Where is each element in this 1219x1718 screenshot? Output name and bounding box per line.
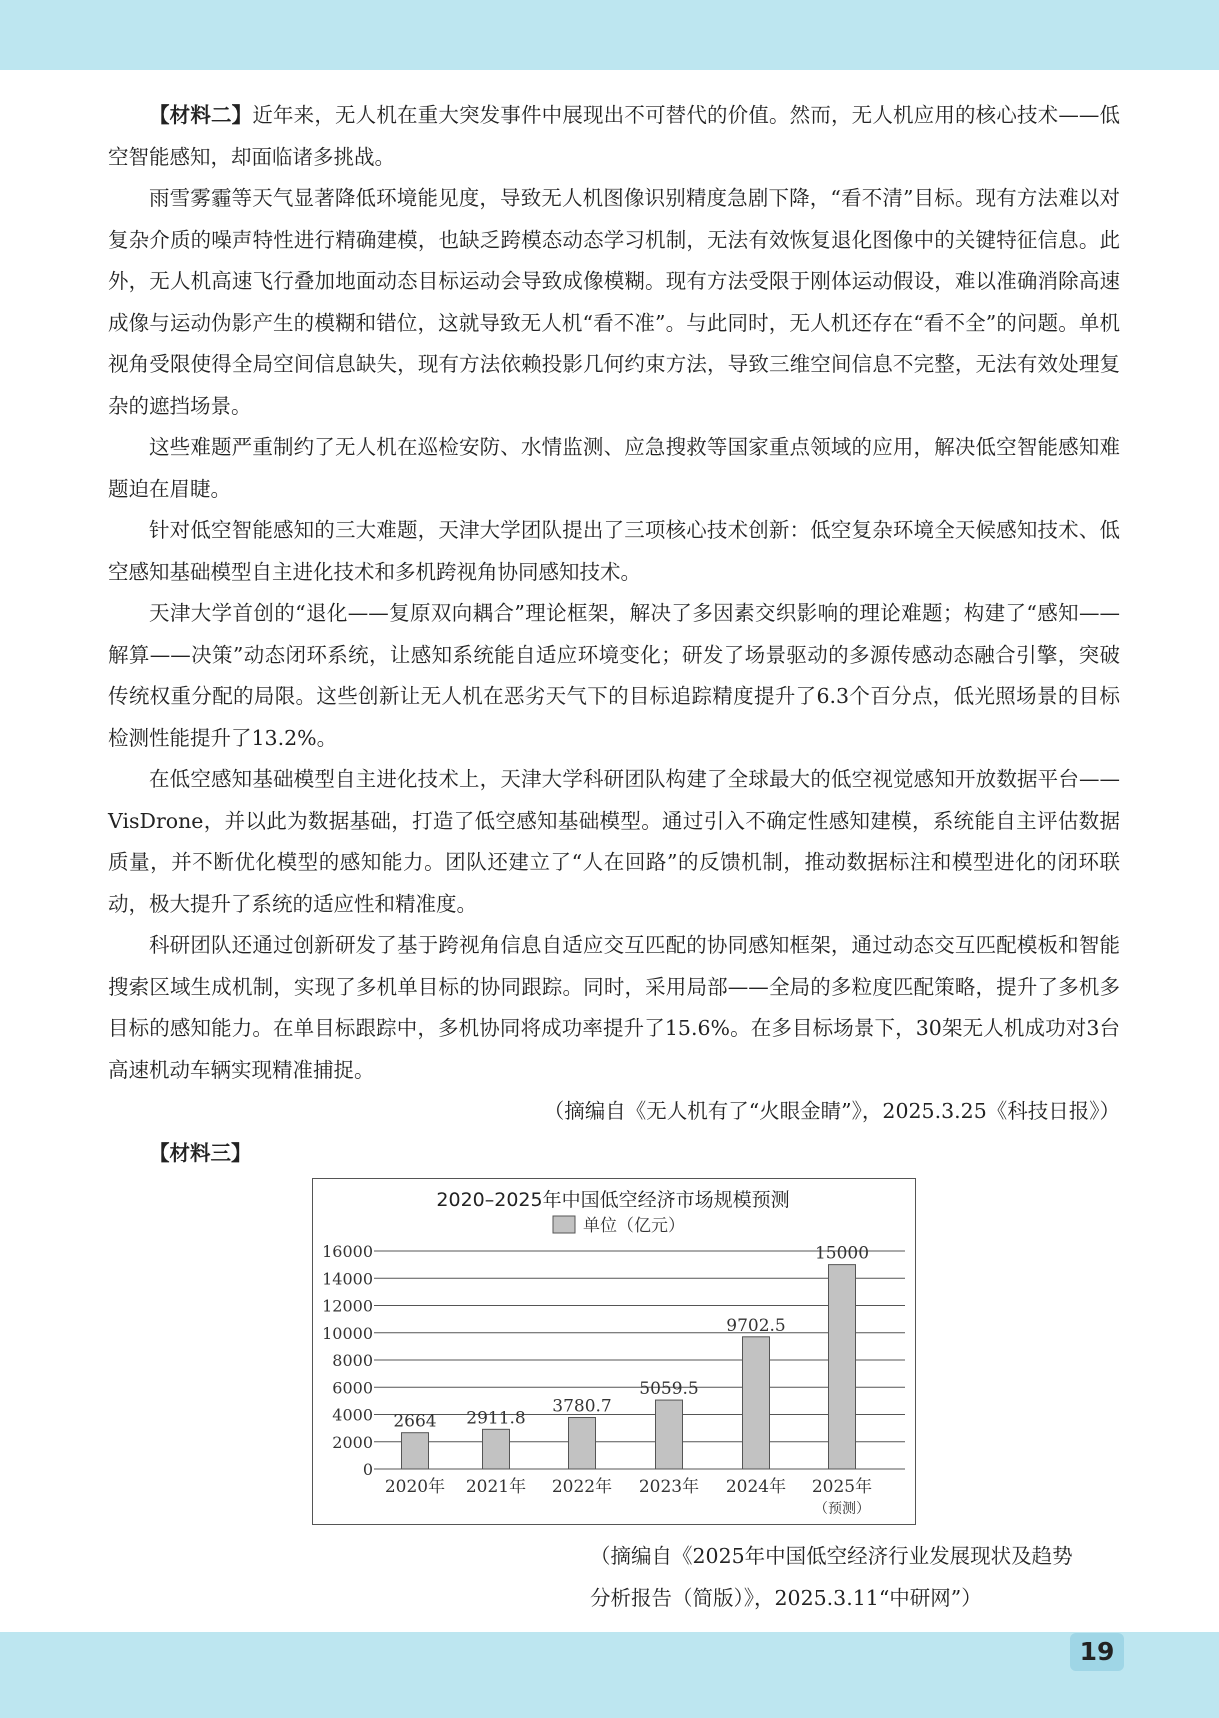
material-3-tag: 【材料三】 (149, 1140, 252, 1165)
paragraph-text: 近年来，无人机在重大突发事件中展现出不可替代的价值。然而，无人机应用的核心技术——低空智能感知，却面临诸多挑战。 (108, 103, 1121, 169)
x-tick-label: 2023年 (638, 1477, 700, 1497)
bar (743, 1337, 770, 1469)
top-banner (0, 0, 1219, 70)
paragraph: 在低空感知基础模型自主进化技术上，天津大学科研团队构建了全球最大的低空视觉感知开放数据平台——VisDrone，并以此为数据基础，打造了低空感知基础模型。通过引入不确定性感知建模，系统能自主评估数据质量，并不断优化模型的感知能力。团队还建立了“人在回路”的反馈机制，推动数据标注和模型进化的闭环联动，极大提升了系统的适应性和精准度。 (108, 767, 1120, 916)
bar (829, 1265, 856, 1469)
legend-label: 单位（亿元） (583, 1216, 685, 1236)
y-tick-label: 12000 (322, 1296, 373, 1316)
x-tick-label: 2021年 (465, 1477, 527, 1497)
bar (656, 1400, 683, 1469)
source-line: （摘编自《2025年中国低空经济行业发展现状及趋势 (590, 1544, 1073, 1568)
legend-swatch (553, 1216, 575, 1233)
bar-chart (312, 1178, 916, 1525)
x-tick-label: 2024年 (725, 1477, 787, 1497)
source-line: 分析报告（简版）》，2025.3.11“中研网”） (590, 1585, 982, 1610)
material-2-tag: 【材料二】 (149, 103, 253, 127)
bar (483, 1429, 510, 1469)
y-tick-label: 2000 (332, 1432, 373, 1452)
x-tick-label: 2020年 (384, 1477, 446, 1497)
article-body (108, 95, 1120, 1174)
data-label: 5059.5 (639, 1379, 699, 1400)
paragraph: 科研团队还通过创新研发了基于跨视角信息自适应交互匹配的协同感知框架，通过动态交互匹配模板和智能搜索区域生成机制，实现了多机单目标的协同跟踪。同时，采用局部——全局的多粒度匹配策略，提升了多机多目标的感知能力。在单目标跟踪中，多机协同将成功率提升了15.6%。在多目标场景下，30架无人机成功对3台高速机动车辆实现精准捕捉。 (108, 933, 1120, 1082)
chart-title: 2020–2025年中国低空经济市场规模预测 (436, 1189, 790, 1211)
bar (402, 1433, 429, 1469)
y-tick-label: 8000 (332, 1351, 373, 1370)
material-2-source: （摘编自《无人机有了“火眼金睛”》，2025.3.25《科技日报》） (543, 1099, 1120, 1123)
y-tick-label: 0 (362, 1460, 373, 1479)
bar (569, 1417, 596, 1469)
y-tick-label: 6000 (332, 1378, 373, 1398)
data-label: 2664 (393, 1411, 437, 1432)
y-tick-label: 16000 (322, 1242, 373, 1261)
x-tick-label: 2025年 (811, 1477, 873, 1497)
data-label: 9702.5 (726, 1315, 786, 1336)
paragraph: 针对低空智能感知的三大难题，天津大学团队提出了三项核心技术创新：低空复杂环境全天候感知技术、低空感知基础模型自主进化技术和多机跨视角协同感知技术。 (108, 518, 1120, 584)
page-number: 19 (1070, 1633, 1124, 1671)
x-tick-note: （预测） (814, 1501, 870, 1517)
paragraph: 雨雪雾霾等天气显著降低环境能见度，导致无人机图像识别精度急剧下降，“看不清”目标。现有方法难以对复杂介质的噪声特性进行精确建模，也缺乏跨模态动态学习机制，无法有效恢复退化图像中的关键特征信息。此外，无人机高速飞行叠加地面动态目标运动会导致成像模糊。现有方法受限于刚体运动假设，难以准确消除高速成像与运动伪影产生的模糊和错位，这就导致无人机“看不准”。与此同时，无人机还存在“看不全”的问题。单机视角受限使得全局空间信息缺失，现有方法依赖投影几何约束方法，导致三维空间信息不完整，无法有效处理复杂的遮挡场景。 (108, 186, 1120, 418)
y-tick-label: 14000 (322, 1269, 373, 1289)
y-tick-label: 4000 (332, 1405, 373, 1425)
x-tick-label: 2022年 (551, 1477, 613, 1497)
chart-canvas (313, 1179, 914, 1523)
data-label: 2911.8 (466, 1408, 526, 1429)
paragraph (108, 95, 1120, 178)
data-label: 3780.7 (552, 1396, 612, 1417)
y-tick-label: 10000 (322, 1323, 373, 1343)
material-3-source (590, 1536, 1120, 1619)
paragraph: 这些难题严重制约了无人机在巡检安防、水情监测、应急搜救等国家重点领域的应用，解决低空智能感知难题迫在眉睫。 (108, 435, 1120, 501)
data-label: 15000 (814, 1243, 870, 1264)
paragraph: 天津大学首创的“退化——复原双向耦合”理论框架，解决了多因素交织影响的理论难题；构建了“感知——解算——决策”动态闭环系统，让感知系统能自适应环境变化；研发了场景驱动的多源传感动态融合引擎，突破传统权重分配的局限。这些创新让无人机在恶劣天气下的目标追踪精度提升了6.3个百分点，低光照场景的目标检测性能提升了13.2%。 (108, 601, 1120, 750)
bottom-banner (0, 1632, 1219, 1718)
